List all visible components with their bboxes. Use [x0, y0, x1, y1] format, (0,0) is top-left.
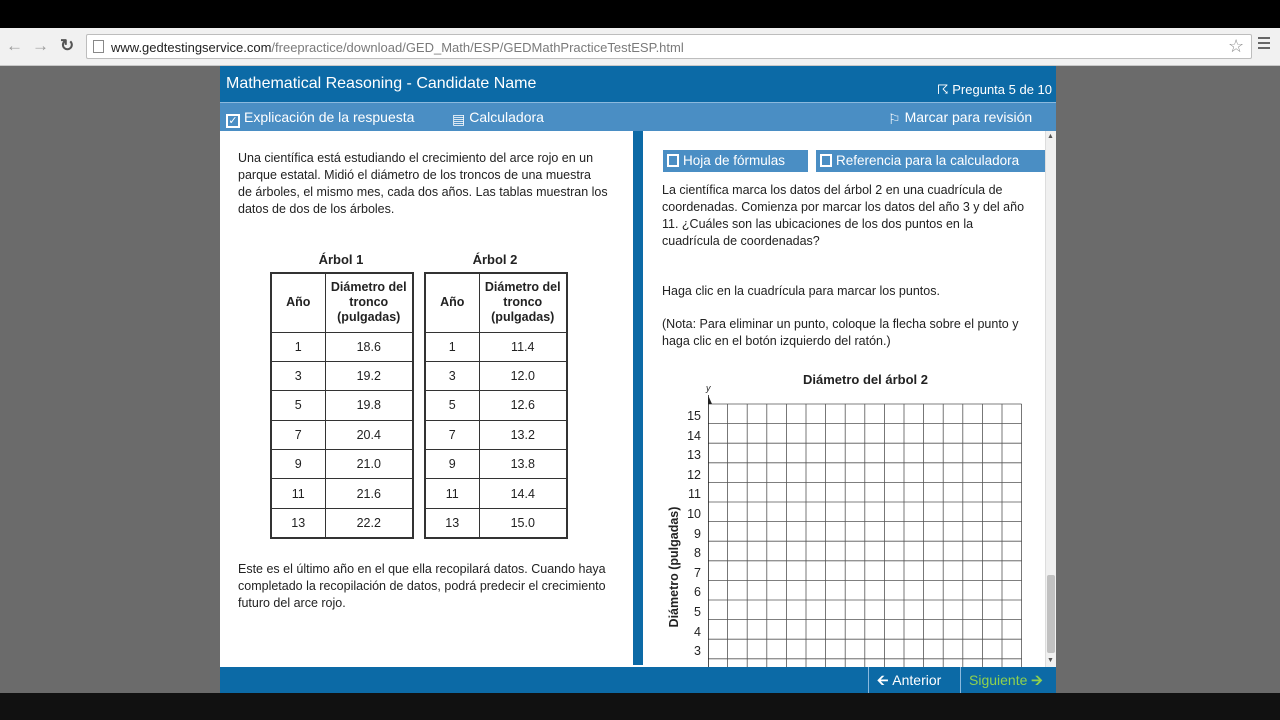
column-header-diameter: Diámetro del tronco (pulgadas): [325, 273, 413, 332]
page-icon: [93, 40, 104, 53]
question-text: La científica marca los datos del árbol 2 en una cuadrícula de coordenadas. Comienza por marcar los datos del año 3 y del año 11. ¿Cuáles son las ubicaciones de los dos puntos en la cuadrícula de coordenadas?: [662, 183, 1025, 248]
table-row: 7 13.2: [425, 420, 567, 449]
y-tick-label: 9: [694, 526, 701, 541]
y-tick-label: 11: [688, 487, 701, 502]
table-row: 1 18.6: [271, 332, 413, 361]
explanation-button[interactable]: ✓ Explicación de la respuesta: [226, 109, 414, 128]
chart-title: Diámetro del árbol 2: [803, 372, 928, 387]
table-row: 11 21.6: [271, 479, 413, 508]
y-tick-label: 12: [687, 467, 701, 482]
question-nav-icon: ☈: [936, 82, 953, 97]
app-title-bar: [220, 66, 1056, 102]
video-top-bar: [0, 0, 1280, 28]
scroll-up-icon[interactable]: ▲: [1047, 133, 1054, 140]
forward-arrow-icon[interactable]: →: [32, 36, 49, 55]
coordinate-grid[interactable]: [708, 395, 1028, 667]
passage-outro: Este es el último año en el que ella recopilará datos. Cuando haya completado la recopilación de datos, podrá predecir el crecimiento futuro del arce rojo.: [238, 562, 606, 610]
bookmark-star-icon[interactable]: ☆: [1228, 36, 1245, 56]
table-row: 1 11.4: [425, 332, 567, 361]
table-row: 11 14.4: [425, 479, 567, 508]
table-row: 9 13.8: [425, 450, 567, 479]
previous-button[interactable]: 🡨 Anterior: [868, 667, 958, 693]
checkbox-icon: ✓: [226, 114, 240, 128]
column-header-diameter: Diámetro del tronco (pulgadas): [479, 273, 567, 332]
y-tick-label: 13: [687, 448, 701, 463]
app-title: Mathematical Reasoning - Candidate Name: [226, 75, 537, 92]
scroll-down-icon[interactable]: ▼: [1047, 657, 1054, 664]
y-tick-label: 15: [687, 409, 701, 423]
column-header-year: Año: [425, 273, 479, 332]
question-pane-scrollbar[interactable]: [1045, 131, 1056, 667]
address-bar[interactable]: [86, 34, 1252, 59]
right-arrow-icon: 🡪: [1027, 672, 1043, 688]
table-row: 13 15.0: [425, 508, 567, 537]
back-arrow-icon[interactable]: ←: [6, 36, 23, 55]
browser-toolbar: [0, 28, 1280, 66]
calculator-icon: ▤: [452, 111, 466, 127]
flag-icon: ⚐: [888, 111, 901, 127]
next-button[interactable]: Siguiente 🡪: [960, 667, 1056, 693]
menu-icon[interactable]: [1258, 37, 1270, 52]
table-row: 5 19.8: [271, 391, 413, 420]
column-header-year: Año: [271, 273, 325, 332]
book-icon: [820, 154, 832, 167]
y-axis-variable: y: [706, 383, 711, 393]
note-text: (Nota: Para eliminar un punto, coloque la flecha sobre el punto y haga clic en el botón izquierdo del ratón.): [662, 317, 1019, 348]
y-tick-label: 3: [694, 644, 701, 659]
y-tick-label: 6: [694, 585, 701, 600]
table-row: 13 22.2: [271, 508, 413, 537]
question-pane: [643, 131, 1045, 667]
table-1-title: Árbol 1: [318, 252, 364, 267]
question-counter: ☈ Pregunta 5 de 10: [936, 82, 1052, 97]
test-app-window: [220, 66, 1056, 693]
book-icon: [667, 154, 679, 167]
reload-icon[interactable]: ↻: [60, 36, 75, 55]
passage-intro: Una científica está estudiando el crecimiento del arce rojo en un parque estatal. Midió el diámetro de los troncos de una muestra de árboles, el mismo mes, cada dos años. Las tablas muestran los datos de dos de los árboles.: [238, 151, 608, 216]
pane-divider[interactable]: [633, 131, 643, 665]
background-right: [1056, 66, 1280, 693]
left-arrow-icon: 🡨: [877, 672, 893, 688]
y-axis-arrow-icon: [708, 395, 712, 404]
table-row: 9 21.0: [271, 450, 413, 479]
app-toolbar: [220, 102, 1056, 131]
table-row: 7 20.4: [271, 420, 413, 449]
y-tick-label: 8: [694, 546, 701, 561]
table-row: 3 19.2: [271, 361, 413, 390]
y-tick-label: 5: [694, 605, 701, 619]
y-tick-label: 10: [687, 507, 701, 521]
table-tree-2: [424, 272, 568, 539]
formula-sheet-button[interactable]: Hoja de fórmulas: [663, 150, 808, 172]
app-footer: [220, 667, 1056, 693]
y-tick-label: 14: [687, 428, 701, 443]
calculator-reference-button[interactable]: Referencia para la calculadora: [816, 150, 1045, 172]
instruction-text: Haga clic en la cuadrícula para marcar los puntos.: [662, 284, 940, 298]
table-tree-1: [270, 272, 414, 539]
calculator-button[interactable]: ▤ Calculadora: [452, 109, 544, 127]
y-tick-label: 7: [694, 565, 701, 580]
video-bottom-bar: [0, 693, 1280, 720]
y-tick-label: 4: [694, 624, 701, 639]
table-2-title: Árbol 2: [472, 252, 518, 267]
table-row: 3 12.0: [425, 361, 567, 390]
table-row: 5 12.6: [425, 391, 567, 420]
background-left: [0, 66, 220, 693]
mark-review-button[interactable]: ⚐ Marcar para revisión: [888, 109, 1033, 127]
y-axis-title: Diámetro (pulgadas): [667, 506, 681, 628]
url-text: www.gedtestingservice.com/freepractice/download/GED_Math/ESP/GEDMathPracticeTestESP.html: [111, 40, 684, 55]
scrollbar-thumb[interactable]: [1047, 575, 1055, 653]
